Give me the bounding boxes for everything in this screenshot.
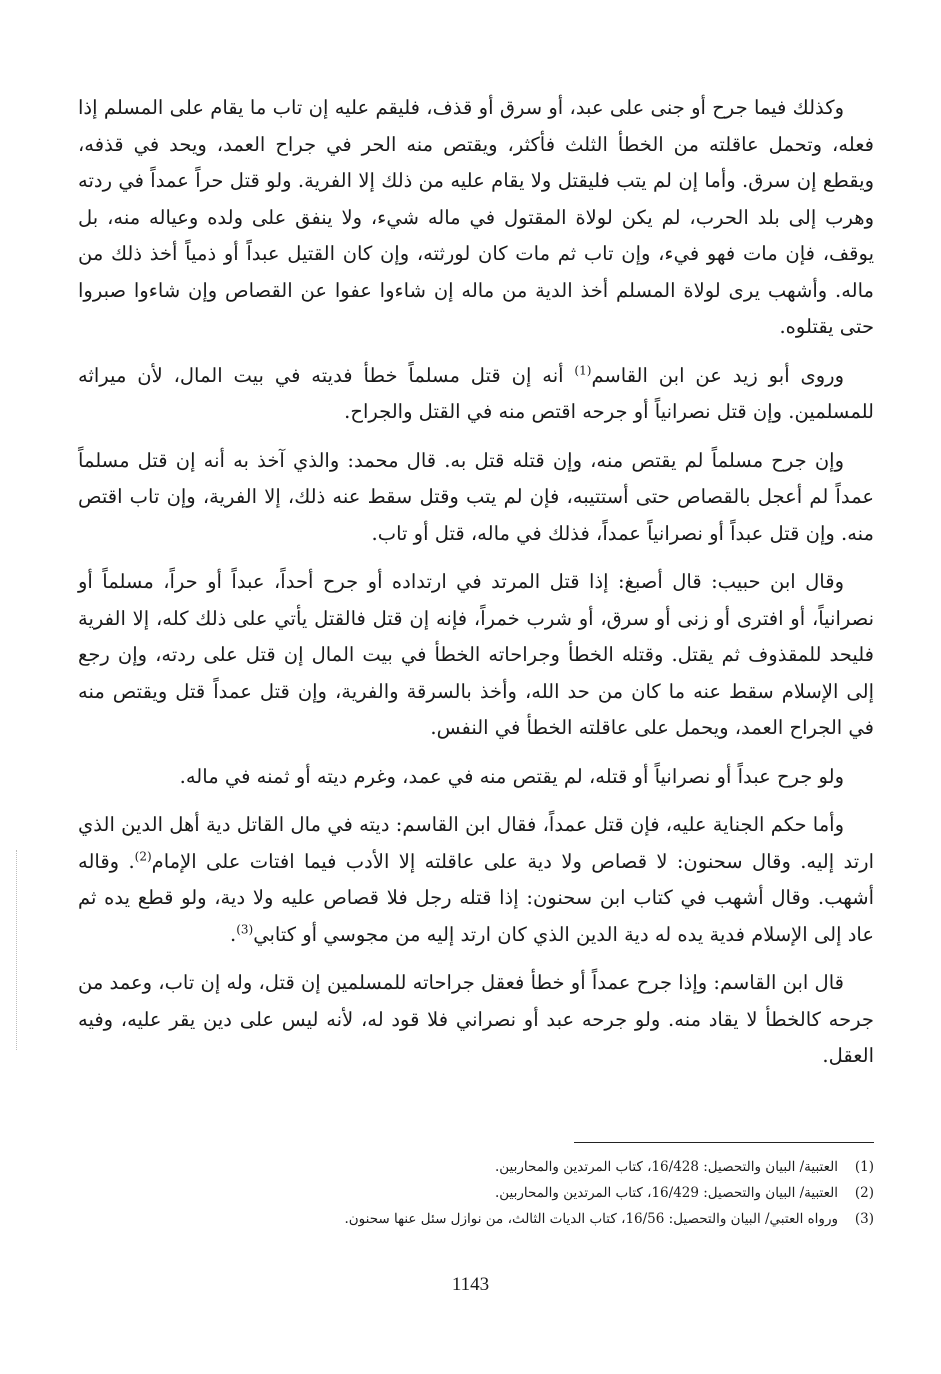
paragraph-6-text-start: وأما حكم الجناية عليه، فإن قتل عمداً، فقال ابن القاسم: ديته في مال القاتل دية أهل الدين الذي ارتد إليه. وقال سحنون: لا قصاص ولا دية على عاقلته إلا الأدب فيما افتات على الإمام [78, 813, 874, 873]
paragraph-6 [78, 807, 874, 953]
footnote-ref-1: (1) [574, 363, 592, 377]
scan-margin-mark [16, 850, 17, 1050]
footnote-separator [574, 1142, 874, 1143]
paragraph-3: وإن جرح مسلماً لم يقتص منه، وإن قتله قتل به. قال محمد: والذي آخذ به أنه إن قتل مسلماً عمداً لم أعجل بالقصاص حتى أستتيبه، فإن لم يتب وقتل سقط عنه ذلك، إلا الفرية، وإن تاب اقتص منه. وإن قتل عبداً أو نصرانياً عمداً، فذلك في ماله، قتل أو تاب. [78, 448, 874, 545]
footnotes [120, 1154, 874, 1232]
footnote-ref-2: (2) [134, 849, 152, 863]
paragraph-2-text-start: وروى أبو زيد عن ابن القاسم [591, 363, 844, 387]
footnote-number: (3) [854, 1211, 874, 1227]
footnote-1 [120, 1154, 874, 1180]
footnote-3 [120, 1206, 874, 1232]
paragraph-7: قال ابن القاسم: وإذا جرح عمداً أو خطأ فعقل جراحاته للمسلمين إن قتل، وله إن تاب، وعمد من جرحه كالخطأ لا يقاد منه. ولو جرحه عبد أو نصراني فلا قود له، لأنه ليس على دين يقر عليه، وفيه العقل. [78, 971, 874, 1067]
paragraph-2-text-end: أنه إن قتل مسلماً خطأ فديته في بيت المال، لأن ميراثه للمسلمين. وإن قتل نصرانياً أو جرحه اقتص منه في القتل والجراح. [78, 363, 874, 423]
main-text [78, 90, 874, 1087]
footnote-text: العتبية/ البيان والتحصيل: 16/429، كتاب المرتدين والمحاربين. [494, 1185, 838, 1201]
paragraph-6-text-middle: . وقاله أشهب. وقال أشهب في كتاب ابن سحنون: إذا قتله رجل فلا قصاص عليه ولا دية، ولو قطع يده ثم عاد إلى الإسلام فدية يده له دية الدين الذي كان ارتد إليه من مجوسي أو كتابي [78, 849, 874, 946]
page-number: 1143 [451, 1274, 490, 1295]
footnote-2 [120, 1180, 874, 1206]
footnote-text: ورواه العتبي/ البيان والتحصيل: 16/56، كتاب الديات الثالث، من نوازل سئل عنها سحنون. [344, 1211, 838, 1227]
paragraph-5: ولو جرح عبداً أو نصرانياً أو قتله، لم يقتص منه في عمد، وغرم ديته أو ثمنه في ماله. [179, 764, 844, 788]
footnote-ref-3: (3) [236, 922, 254, 936]
paragraph-1: وكذلك فيما جرح أو جنى على عبد، أو سرق أو قذف، فليقم عليه إن تاب ما يقام على المسلم إذا فعله، وتحمل عاقلته من الخطأ الثلث فأكثر، ويقتص منه الحر في جراح العمد، ويحد في قذفه، ويقطع إن سرق. وأما إن لم يتب فليقتل ولا يقام عليه من ذلك إلا الفرية. ولو قتل حراً عمداً في ردته وهرب إلى بلد الحرب، لم يكن لولاة المقتول في ماله شيء، ولا ينفق على ولده وعياله منه، بل يوقف، فإن مات فهو فيء، وإن تاب ثم مات كان لورثته، وإن كان القتيل عبداً أو ذمياً أخذ ذلك من ماله. وأشهب يرى لولاة المسلم أخذ الدية من ماله إن شاءوا عفوا عن القصاص وإن شاءوا صبروا حتى يقتلوه. [78, 96, 874, 338]
paragraph-2 [78, 358, 874, 431]
footnote-number: (2) [854, 1185, 874, 1201]
paragraph-6-text-end: . [229, 922, 237, 946]
footnote-text: العتبية/ البيان والتحصيل: 16/428، كتاب المرتدين والمحاربين. [494, 1159, 838, 1175]
paragraph-4: وقال ابن حبيب: قال أصبغ: إذا قتل المرتد في ارتداده أو جرح أحداً، عبداً أو حراً، مسلماً أو نصرانياً، أو افترى أو زنى أو سرق، أو شرب خمراً، فإنه إن قتل فالقتل يأتي على ذلك كله، إلا الفرية فليحد للمقذوف ثم يقتل. وقتله الخطأ وجراحاته الخطأ في بيت المال إن قتل على ردته، وإن رجع إلى الإسلام سقط عنه ما كان من حد الله، وأخذ بالسرقة والفرية، وإن قتل عمداً قتل ويقتص منه في الجراح العمد، ويحمل على عاقلته الخطأ في النفس. [78, 570, 874, 739]
footnote-number: (1) [854, 1159, 874, 1175]
